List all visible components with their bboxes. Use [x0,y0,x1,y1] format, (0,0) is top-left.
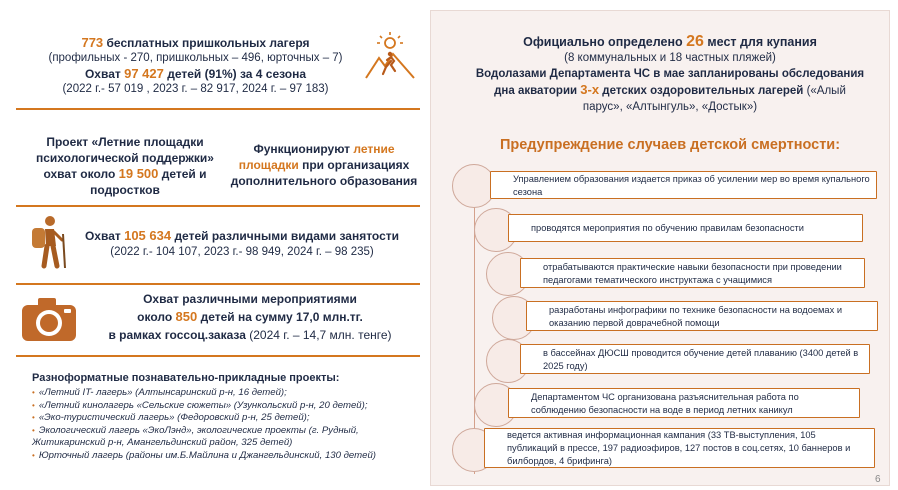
projects-title: Разноформатные познавательно-прикладные проекты: [32,372,340,384]
psy-line3-post: детей и [161,167,207,181]
beaches-line1-post: мест для купания [707,35,817,49]
projects-block [32,372,427,462]
activities-rest: детей различными видами занятости [174,229,400,243]
step-text: отрабатываются практические навыки безопасности при проведении педагогами тематического инструктажа с учащимися [543,261,842,285]
psy-line3-pre: охват около [43,167,116,181]
step-text: Управлением образования издается приказ об усилении мер во время купального сезона [513,173,870,197]
activities-line2: (2022 г.- 104 107, 2023 г.- 98 949, 2024 г. – 98 235) [110,246,374,258]
step-box [508,214,863,242]
beaches-line1-pre: Официально определено [523,35,683,49]
prevention-title: Предупреждение случаев детской смертности: [499,137,841,153]
mountain-hiker-icon [363,30,417,84]
project-item-text: «Летний кинолагерь «Сельские сюжеты» (Узункольский р-н, 20 детей); [38,399,368,411]
step-box [526,301,878,331]
step-box [520,344,870,374]
events-line3-bold: в рамках госсоц.заказа [108,328,246,342]
page-number: 6 [875,474,881,485]
events-line1: Охват различными мероприятиями [143,292,357,306]
events-block [80,291,420,343]
step-box [520,258,865,288]
step-text: проводятся мероприятия по обучению правилам безопасности [531,223,804,233]
psy-line2: психологической поддержки» [36,151,214,165]
events-line2-post: детей на сумму 17,0 млн.тг. [200,310,363,324]
activities-label: Охват [84,229,121,243]
beaches-line5: парус», «Алтынгуль», «Достык») [582,101,758,113]
events-line2-pre: около [137,310,173,324]
project-item-text: «Летний IT- лагерь» (Алтынсаринский р-н, 16 детей); [38,387,287,398]
beaches-line4-post: детских оздоровительных лагерей [602,85,804,97]
camps-coverage-label: Охват [84,67,121,81]
list-item [32,425,427,450]
camps-line2: (профильных - 270, пришкольных – 496, юрточных – 7) [48,52,343,64]
events-line2 [80,309,420,325]
dop-highlight1: летние [353,142,395,156]
dop-highlight2: площадки [238,158,299,172]
camera-icon [20,295,78,343]
camps-coverage-value: 97 427 [124,66,164,81]
beaches-line1 [470,34,870,50]
beaches-line4-tail: («Алый [806,85,846,97]
separator-2 [16,205,420,207]
backpacker-icon [24,214,70,270]
psy-line1: Проект «Летние площадки [46,135,204,149]
separator-4 [16,355,420,357]
camps-line1 [28,35,363,51]
dop-line3: дополнительного образования [230,174,418,188]
psy-project-block [30,134,220,198]
dop-edu-block [228,141,420,189]
activities-block [72,228,412,260]
bullet-icon: • [32,450,35,460]
camps-line4: (2022 г.- 57 019 , 2023 г. – 82 917, 2024 г. – 97 183) [62,83,329,95]
camps-line1-rest: бесплатных пришкольных лагеря [106,36,310,50]
beaches-line4-pre: дна акватории [494,85,578,97]
psy-line3 [30,166,220,182]
list-item [32,450,427,463]
dop-post1: при организациях [302,158,410,172]
step-box [484,428,875,468]
events-value: 850 [175,309,198,324]
dop-line2 [228,157,420,173]
psy-coverage-value: 19 500 [118,166,159,181]
separator-3 [16,283,420,285]
step-box [508,388,860,418]
step-text: Департаментом ЧС организована разъяснительная работа по соблюдению безопасности на воде в период летних каникул [531,391,799,415]
beaches-line4 [470,82,870,99]
camps-block [28,35,363,97]
step-text: ведется активная информационная кампания (33 ТВ-выступления, 105 публикаций в прессе, 197 радиоэфиров, 127 постов в соц.сетях, 10 баннеров и билбордов, 4 брифинга) [507,430,851,466]
project-item-text: «Эко-туристический лагерь» (Федоровский р-н, 25 детей); [38,412,310,423]
camps-count: 773 [81,35,104,50]
camps-coverage [28,66,363,82]
dop-line1 [228,141,420,157]
activities-value: 105 634 [124,228,172,243]
beaches-line3: Водолазами Департамента ЧС в мае запланированы обследования [475,68,865,80]
list-item [32,400,427,413]
bullet-icon: • [32,400,35,410]
beaches-camps-count: 3-х [580,82,600,97]
beaches-count: 26 [686,33,704,50]
beaches-line2: (8 коммунальных и 18 частных пляжей) [564,52,776,64]
step-box [490,171,877,199]
project-item-text: Экологический лагерь «ЭкоЛэнд», экологические проекты (г. Рудный, Житикаринский р-н, Амангельдинский район, 325 детей) [32,424,359,448]
bullet-icon: • [32,388,35,397]
beaches-block [470,34,870,115]
project-item-text: Юрточный лагерь (районы им.Б.Майлина и Джангельдинский, 130 детей) [38,449,377,461]
bullet-icon: • [32,413,35,422]
activities-line1 [72,228,412,244]
bullet-icon: • [32,425,35,435]
step-text: разработаны инфографики по технике безопасности на водоемах и оказанию первой доврачебной помощи [549,304,843,328]
dop-pre: Функционируют [253,142,351,156]
separator-1 [16,108,420,110]
camps-coverage-rest: детей (91%) за 4 сезона [167,67,307,81]
events-line3-rest: (2024 г. – 14,7 млн. тенге) [249,328,392,342]
list-item [32,387,427,400]
step-text: в бассейнах ДЮСШ проводится обучение детей плаванию (3400 детей в 2025 году) [543,347,859,371]
list-item [32,412,427,425]
events-line3 [80,327,420,343]
psy-line4: подростков [90,183,160,197]
